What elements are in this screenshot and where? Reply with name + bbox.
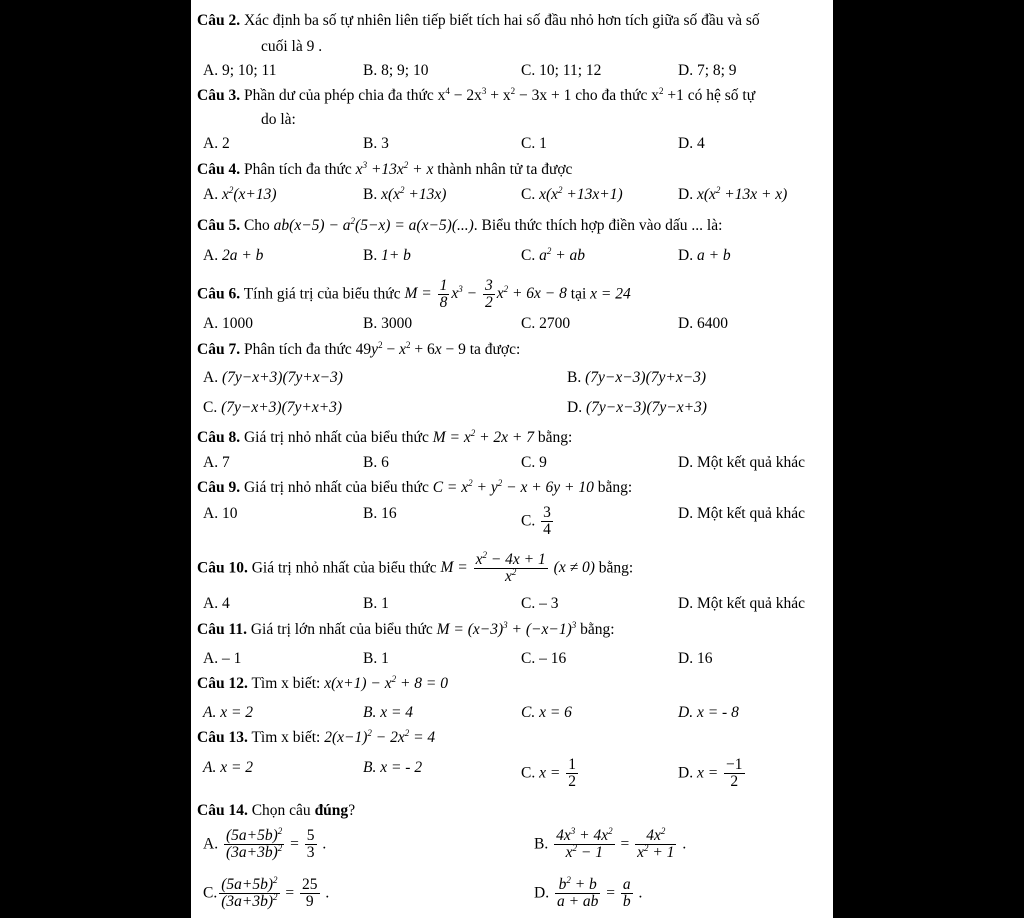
option-c: C. $\frac{(5a+5b)^2}{(3a+3b)^2}$ = $\frac{25}{9}$ .: [203, 874, 330, 911]
question-text: Tìm x biết:: [251, 675, 321, 692]
question-text: Giá trị nhỏ nhất của biểu thức: [243, 429, 429, 446]
option-c: C. x = 6: [521, 704, 572, 721]
option-a: A. 7: [203, 454, 230, 471]
question-label: Câu 14.: [197, 802, 248, 819]
question-label: Câu 6.: [197, 285, 241, 303]
question-text: bằng:: [537, 429, 573, 446]
cut-off-line: [191, 0, 833, 4]
question-text-bold: đúng: [314, 802, 349, 819]
question-label: Câu 4.: [197, 161, 241, 178]
option-d: D. $x(x^2 +13x + x)$: [678, 184, 788, 203]
question-2-continued: cuối là 9 .: [261, 38, 323, 55]
question-3-continued: do là:: [261, 111, 296, 128]
option-b: B. 3: [363, 135, 389, 152]
option-d: D. Một kết quả khác: [678, 505, 805, 522]
option-b: B. 16: [363, 505, 397, 522]
option-c: C. – 3: [521, 595, 559, 612]
formula: $x^3 +13x^2 + x$: [355, 159, 434, 178]
formula: $M = (x-3)^3 + (-x-1)^3$: [436, 619, 577, 638]
formula: $x(x+1) - x^2 + 8 = 0$: [324, 673, 449, 692]
option-a: A. x = 2: [203, 759, 254, 776]
option-b: B. $x(x^2 +13x)$: [363, 184, 447, 203]
option-b: B. x = 4: [363, 704, 414, 721]
question-label: Câu 12.: [197, 675, 248, 692]
option-d: D. $\frac{b^2 + b}{a + ab}$ = $\frac{a}{b}$ .: [534, 874, 643, 911]
question-text: Phân tích đa thức: [243, 161, 352, 178]
option-c: C. 9: [521, 454, 547, 471]
formula: $49y^2 - x^2 + 6x - 9$: [355, 339, 466, 358]
option-c: C. x = $\frac{1}{2}$: [521, 756, 576, 791]
formula: $C = x^2 + y^2 - x + 6y + 10$: [432, 477, 594, 496]
question-4: [197, 160, 572, 180]
question-7: [197, 340, 520, 360]
option-a: A. 9; 10; 11: [203, 62, 277, 79]
question-text: tại: [570, 285, 587, 303]
option-a: A. 10: [203, 505, 238, 522]
option-d: D. 4: [678, 135, 705, 152]
question-9: [197, 478, 632, 498]
option-c: C. 2700: [521, 315, 571, 332]
option-d: D. 7; 8; 9: [678, 62, 737, 79]
option-a: A. (7y−x+3)(7y+x−3): [203, 369, 343, 386]
question-label: Câu 8.: [197, 429, 241, 446]
question-label: Câu 9.: [197, 479, 241, 496]
question-text: Phần dư của phép chia đa thức: [243, 87, 434, 104]
question-text: Tìm x biết:: [251, 729, 321, 746]
formula: $2(x-1)^2 - 2x^2 = 4$: [324, 727, 436, 746]
option-d: D. x = - 8: [678, 704, 739, 721]
question-text: Chọn câu: [251, 802, 311, 819]
formula: x = 24: [590, 285, 631, 303]
option-a: A. 4: [203, 595, 230, 612]
option-d: D. 6400: [678, 315, 728, 332]
question-text: cho đa thức: [575, 87, 648, 104]
formula: $ab(x-5) - a^2(5-x) = a(x-5)(...)$: [273, 215, 474, 234]
option-c: C. 10; 11; 12: [521, 62, 602, 79]
question-text: bằng:: [598, 559, 634, 577]
question-text: Cho: [243, 217, 270, 234]
document-page: [191, 0, 833, 918]
option-c: C. 1: [521, 135, 547, 152]
question-text: thành nhân tử ta được: [437, 161, 573, 178]
question-label: Câu 11.: [197, 621, 247, 638]
question-label: Câu 7.: [197, 341, 241, 358]
option-b: B. x = - 2: [363, 759, 423, 776]
question-6: [197, 278, 631, 312]
formula: $M = x^2 + 2x + 7$: [432, 427, 535, 446]
question-text: Tính giá trị của biểu thức: [243, 285, 401, 303]
option-d: D. (7y−x−3)(7y−x+3): [567, 399, 707, 416]
question-text: Giá trị lớn nhất của biểu thức: [250, 621, 433, 638]
option-c: C. – 16: [521, 650, 567, 667]
option-a: A. 2: [203, 135, 230, 152]
option-c: C. $x(x^2 +13x+1)$: [521, 184, 623, 203]
option-b: B. 1: [363, 650, 389, 667]
question-label: Câu 2.: [197, 12, 241, 29]
question-text: ?: [348, 802, 356, 819]
option-d: D. a + b: [678, 247, 731, 264]
option-a: A. 1000: [203, 315, 253, 332]
option-c: C. $a^2$ + ab: [521, 245, 586, 264]
question-label: Câu 10.: [197, 559, 248, 577]
formula: M = $\frac{x^2 - 4x + 1}{x^2}$ (x ≠ 0): [440, 549, 595, 586]
question-5: [197, 216, 722, 236]
question-8: [197, 428, 572, 448]
question-14: [197, 801, 355, 821]
option-a: A. 2a + b: [203, 247, 264, 264]
question-text: bằng:: [597, 479, 633, 496]
formula: M = $\frac{1}{8}$ $x^3$ − $\frac{3}{2}$ $x^2 + 6x - 8$: [404, 277, 567, 312]
question-2: [197, 11, 760, 31]
option-c: C. $\frac{3}{4}$: [521, 504, 551, 539]
option-a: A. $\frac{(5a+5b)^2}{(3a+3b)^2}$ = $\frac{5}{3}$ .: [203, 825, 327, 862]
question-text: có hệ số tự: [687, 87, 756, 104]
question-10: [197, 549, 634, 586]
question-text: . Biểu thức thích hợp điền vào dấu ... là:: [473, 217, 723, 234]
option-b: B. $\frac{4x^3 + 4x^2}{x^2 - 1}$ = $\frac{4x^2}{x^2 + 1}$ .: [534, 825, 687, 862]
option-a: A. $x^2(x+13)$: [203, 184, 277, 203]
question-12: [197, 674, 448, 694]
option-b: B. (7y−x−3)(7y+x−3): [567, 369, 707, 386]
question-11: [197, 620, 615, 640]
option-c: C. (7y−x+3)(7y+x+3): [203, 399, 343, 416]
question-text: Giá trị nhỏ nhất của biểu thức: [243, 479, 429, 496]
question-label: Câu 3.: [197, 87, 241, 104]
option-b: B. 1+ b: [363, 247, 411, 264]
option-b: B. 1: [363, 595, 389, 612]
question-3: [197, 86, 755, 106]
option-b: B. 3000: [363, 315, 413, 332]
question-label: Câu 5.: [197, 217, 241, 234]
question-text: ta được:: [469, 341, 521, 358]
formula: $x^4 - 2x^3 + x^2 - 3x + 1$: [437, 85, 572, 104]
question-13: [197, 728, 435, 748]
question-label: Câu 13.: [197, 729, 248, 746]
question-text: Phân tích đa thức: [243, 341, 352, 358]
question-text: Giá trị nhỏ nhất của biểu thức: [251, 559, 437, 577]
option-d: D. 16: [678, 650, 713, 667]
option-d: D. Một kết quả khác: [678, 595, 805, 612]
question-text: bằng:: [580, 621, 615, 638]
option-b: B. 8; 9; 10: [363, 62, 429, 79]
option-a: A. x = 2: [203, 704, 254, 721]
option-d: D. Một kết quả khác: [678, 454, 805, 471]
option-b: B. 6: [363, 454, 389, 471]
formula: $x^2 +1$: [651, 85, 684, 104]
option-a: A. – 1: [203, 650, 242, 667]
question-text: Xác định ba số tự nhiên liên tiếp biết tích hai số đầu nhỏ hơn tích giữa số đầu và số: [243, 12, 760, 29]
option-d: D. x = $\frac{-1}{2}$: [678, 756, 743, 791]
